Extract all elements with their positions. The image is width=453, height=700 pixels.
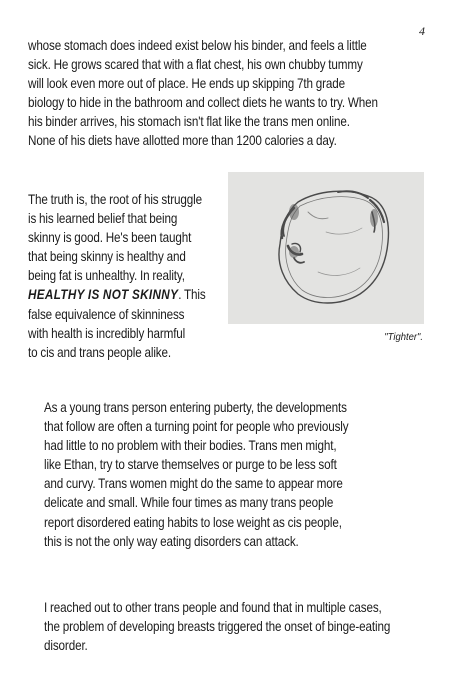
paragraph-line: skinny is good. He's been taught bbox=[28, 230, 192, 246]
paragraph-line: the problem of developing breasts triggered the onset of binge-eating bbox=[44, 619, 391, 635]
paragraph-line: None of his diets have allotted more than 1200 calories a day. bbox=[28, 133, 337, 149]
paragraph-line: that being skinny is healthy and bbox=[28, 249, 186, 265]
paragraph-4 bbox=[44, 598, 390, 655]
paragraph-line: whose stomach does indeed exist below his binder, and feels a little bbox=[28, 38, 367, 53]
paragraph-line: As a young trans person entering puberty, the developments bbox=[44, 400, 347, 415]
paragraph-line: The truth is, the root of his struggle bbox=[28, 192, 202, 207]
paragraph-line: that follow are often a turning point for people who previously bbox=[44, 419, 349, 435]
paragraph-line: report disordered eating habits to lose weight as cis people, bbox=[44, 514, 342, 530]
paragraph-line: with health is incredibly harmful bbox=[28, 325, 186, 341]
paragraph-line: this is not the only way eating disorders can attack. bbox=[44, 533, 299, 549]
emphasis-tail: . This bbox=[178, 287, 206, 303]
paragraph-2 bbox=[28, 190, 206, 362]
paragraph-line: had little to no problem with their bodies. Trans men might, bbox=[44, 438, 337, 454]
paragraph-line: his binder arrives, his stomach isn't flat like the trans men online. bbox=[28, 114, 350, 130]
pencil-sketch-icon bbox=[228, 172, 424, 324]
paragraph-line: biology to hide in the bathroom and collect diets he wants to try. When bbox=[28, 95, 378, 111]
emphasis-text: HEALTHY IS NOT SKINNY bbox=[28, 287, 179, 303]
paragraph-line: is his learned belief that being bbox=[28, 211, 178, 227]
figure-caption: "Tighter". bbox=[384, 331, 423, 343]
paragraph-line: sick. He grows scared that with a flat chest, his own chubby tummy bbox=[28, 57, 363, 73]
paragraph-line: and curvy. Trans women might do the same to appear more bbox=[44, 476, 343, 492]
paragraph-line: delicate and small. While four times as many trans people bbox=[44, 495, 334, 511]
paragraph-line: false equivalence of skinniness bbox=[28, 306, 185, 322]
paragraph-line-emphasis bbox=[28, 285, 206, 304]
sketch-image bbox=[228, 172, 424, 324]
paragraph-line: to cis and trans people alike. bbox=[28, 344, 172, 360]
paragraph-line: like Ethan, try to starve themselves or purge to be less soft bbox=[44, 457, 337, 473]
paragraph-line: being fat is unhealthy. In reality, bbox=[28, 268, 185, 284]
page-number: 4 bbox=[419, 24, 425, 38]
paragraph-line: disorder. bbox=[44, 638, 88, 654]
paragraph-line: will look even more out of place. He ends up skipping 7th grade bbox=[28, 76, 345, 92]
paragraph-3 bbox=[44, 398, 348, 551]
paragraph-1 bbox=[28, 36, 378, 151]
paragraph-line: I reached out to other trans people and found that in multiple cases, bbox=[44, 600, 382, 615]
